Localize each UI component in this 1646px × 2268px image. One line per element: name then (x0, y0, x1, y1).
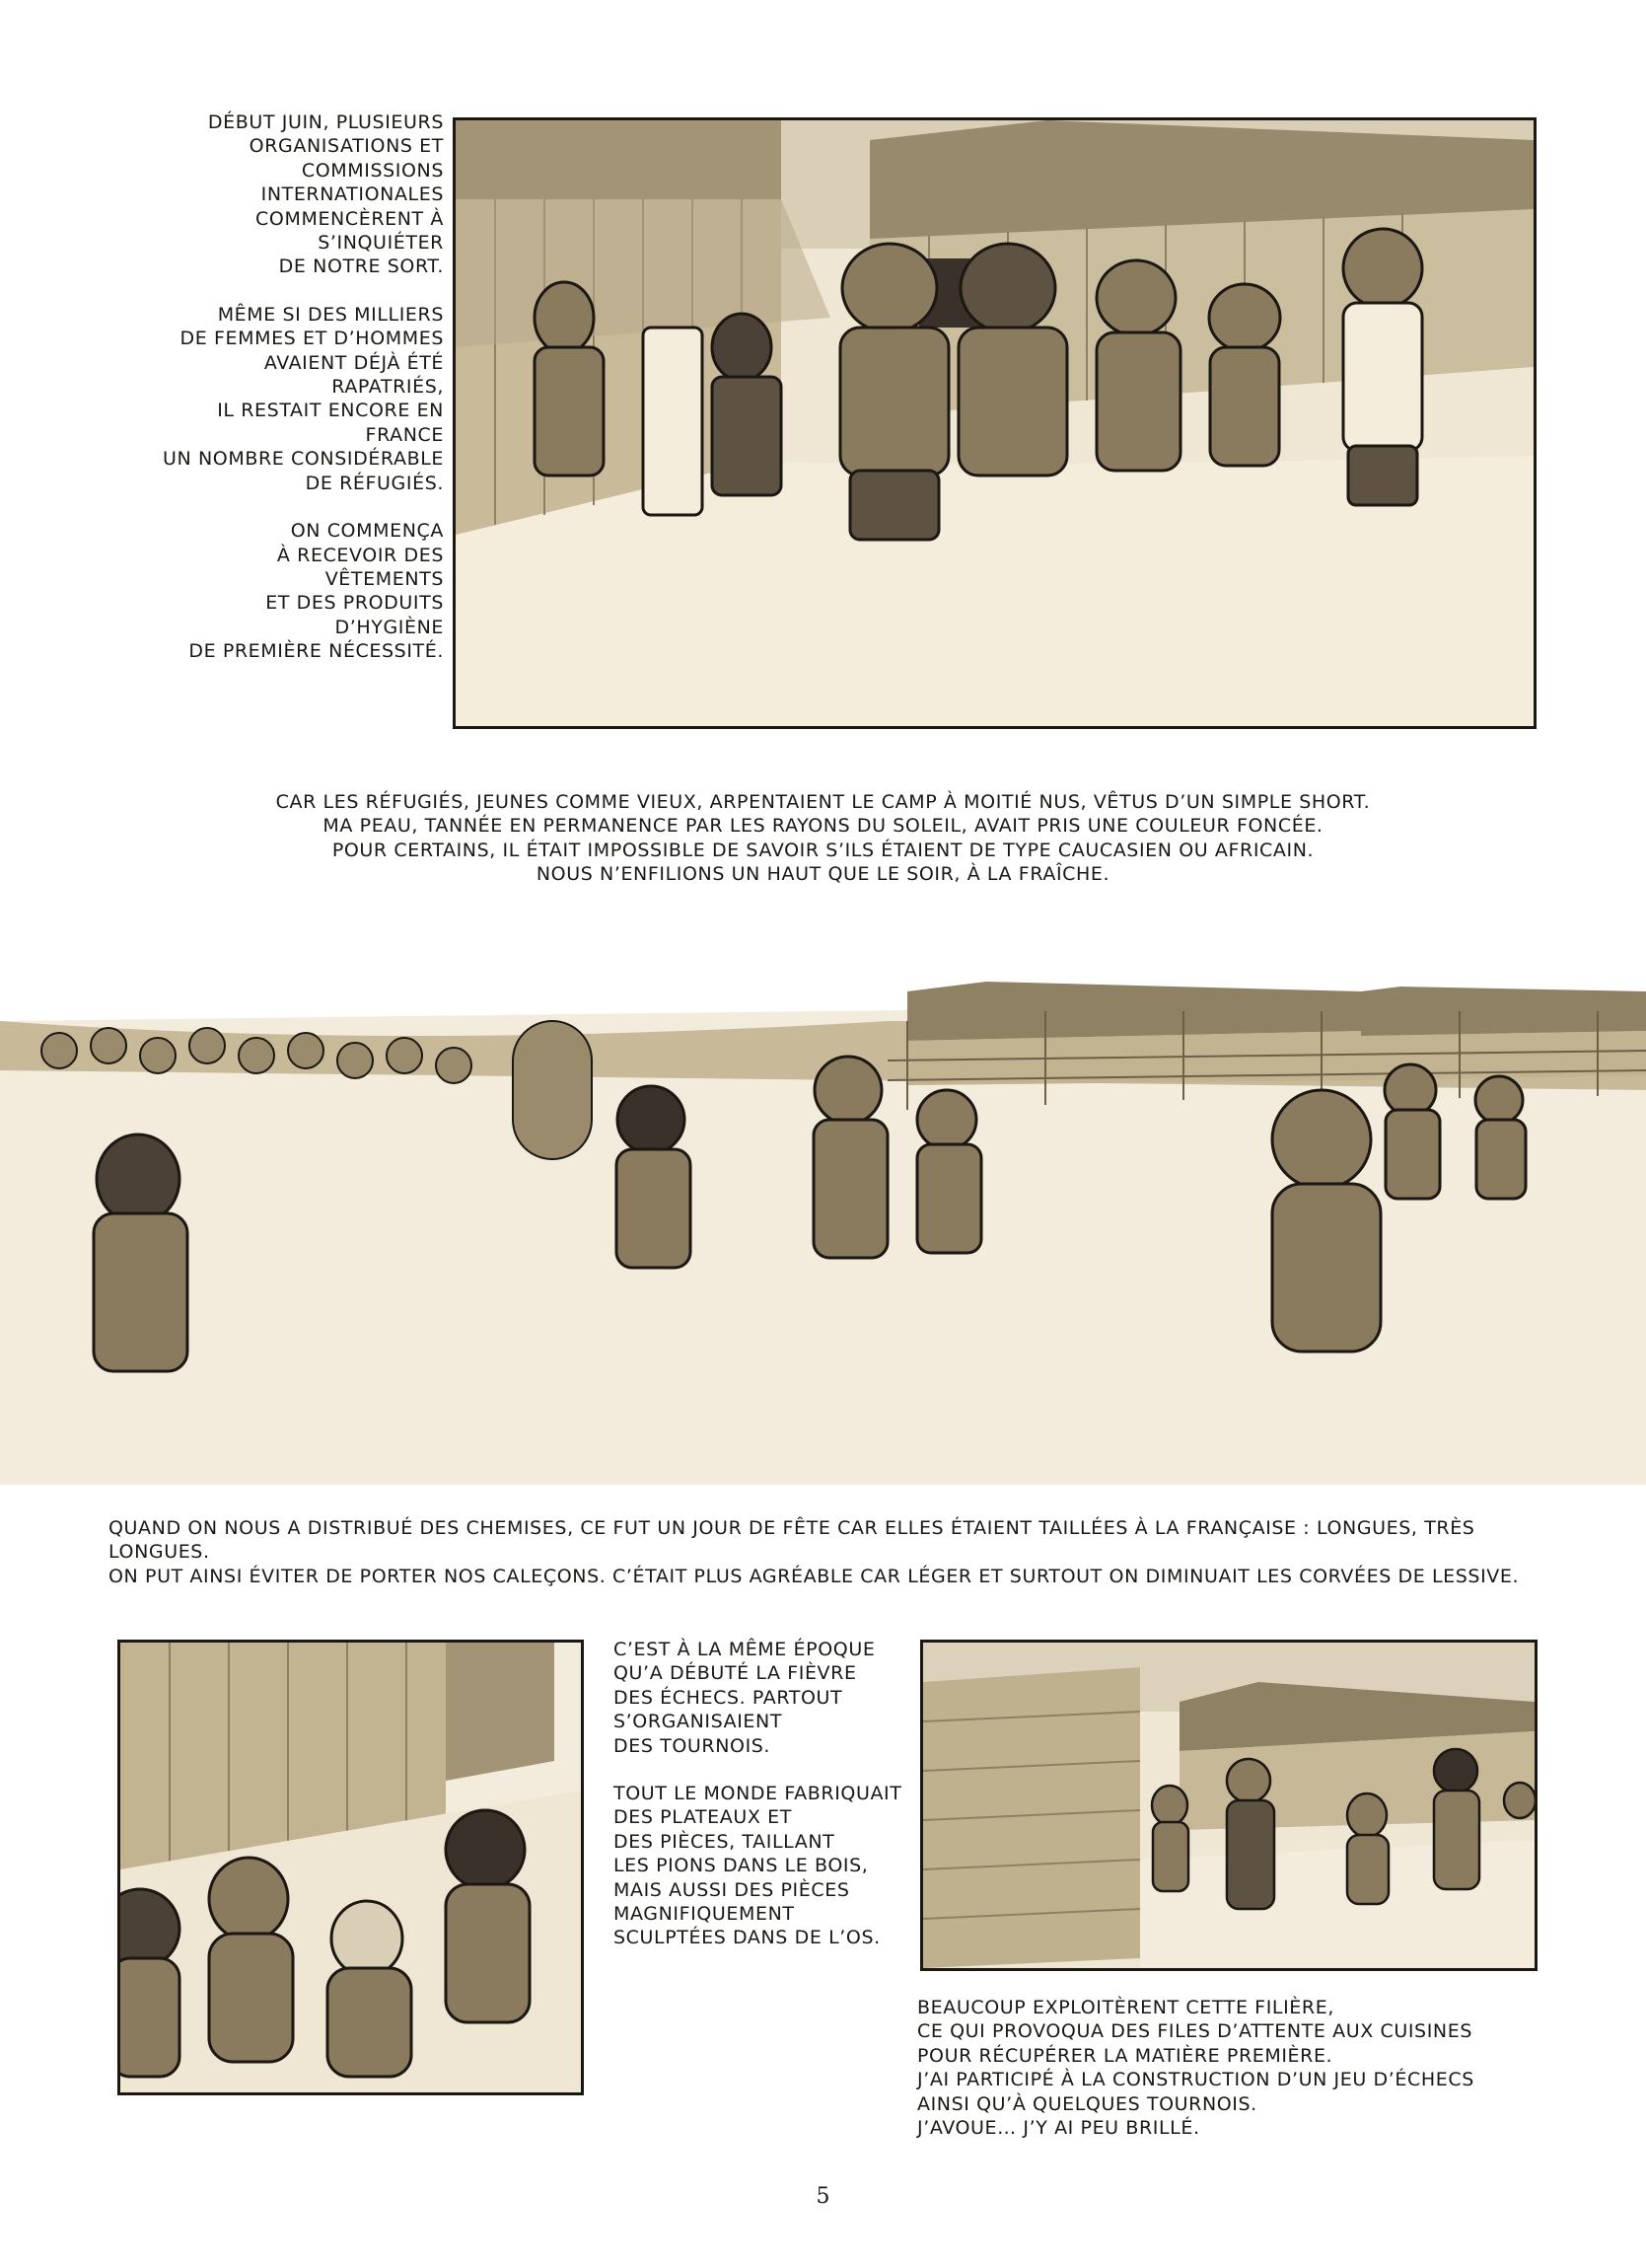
caption-middle-text: CAR LES RÉFUGIÉS, JEUNES COMME VIEUX, ARPENTAIENT LE CAMP À MOITIÉ NUS, VÊTUS D’UN SIMPLE SHORT. MA PEAU, TANNÉE EN PERMANENCE PAR LES RAYONS DU SOLEIL, AVAIT PRIS UNE COULEUR FONCÉE. POUR CERTAINS, IL ÉTAIT IMPOSSIBLE DE SAVOIR S’ILS ÉTAIENT DE TYPE CAUCASIEN OU AFRICAIN. NOUS N’ENFILIONS UN HAUT QUE LE SOIR, À LA FRAÎCHE. (275, 791, 1371, 886)
caption-wide (108, 1516, 1548, 1588)
caption-wide-text: QUAND ON NOUS A DISTRIBUÉ DES CHEMISES, CE FUT UN JOUR DE FÊTE CAR ELLES ÉTAIENT TAILLÉES À LA FRANÇAISE : LONGUES, TRÈS LONGUES. ON PUT AINSI ÉVITER DE PORTER NOS CALEÇONS. C’ÉTAIT PLUS AGRÉABLE CAR LÉGER ET SURTOUT ON DIMINUAIT LES CORVÉES DE LESSIVE. (108, 1517, 1520, 1587)
caption-bottom-middle-p2: TOUT LE MONDE FABRIQUAIT DES PLATEAUX ET DES PIÈCES, TAILLANT LES PIONS DANS LE BOIS, MAIS AUSSI DES PIÈCES MAGNIFIQUEMENT SCULPTÉES DANS DE L’OS. (613, 1783, 902, 1949)
caption-bottom-right-text: BEAUCOUP EXPLOITÈRENT CETTE FILIÈRE, CE QUI PROVOQUA DES FILES D’ATTENTE AUX CUISINES POUR RÉCUPÉRER LA MATIÈRE PREMIÈRE. J’AI PARTICIPÉ À LA CONSTRUCTION D’UN JEU D’ÉCHECS AINSI QU’À QUELQUES TOURNOIS. J’AVOUE… J’Y AI PEU BRILLÉ. (917, 1997, 1474, 2140)
panel-barracks-clothing (453, 117, 1537, 729)
caption-top-left-p1: DÉBUT JUIN, PLUSIEURS ORGANISATIONS ET COMMISSIONS INTERNATIONALES COMMENCÈRENT À S’INQUIÉTER DE NOTRE SORT. (207, 111, 444, 278)
panel-kitchen-queue (920, 1640, 1538, 1971)
caption-bottom-middle-p1: C’EST À LA MÊME ÉPOQUE QU’A DÉBUTÉ LA FIÈVRE DES ÉCHECS. PARTOUT S’ORGANISAIENT DES TOURNOIS. (613, 1639, 876, 1757)
refugees-walking-illustration (0, 962, 1646, 1485)
page-number: 5 (816, 2184, 830, 2209)
caption-bottom-middle (613, 1638, 909, 1950)
caption-top-left (158, 110, 444, 664)
caption-middle (158, 790, 1488, 887)
barracks-clothing-illustration (456, 120, 1534, 726)
caption-top-left-p2: MÊME SI DES MILLIERS DE FEMMES ET D’HOMMES AVAIENT DÉJÀ ÉTÉ RAPATRIÉS, IL RESTAIT ENCORE EN FRANCE UN NOMBRE CONSIDÉRABLE DE RÉFUGIÉS. (163, 303, 444, 494)
caption-top-left-p3: ON COMMENÇA À RECEVOIR DES VÊTEMENTS ET DES PRODUITS D’HYGIÈNE DE PREMIÈRE NÉCESSITÉ. (188, 520, 444, 663)
panel-refugees-walking (0, 962, 1646, 1485)
chess-carving-illustration (120, 1643, 581, 2092)
kitchen-queue-illustration (923, 1643, 1535, 1968)
caption-bottom-right (917, 1996, 1529, 2140)
panel-chess-carving (117, 1640, 584, 2095)
